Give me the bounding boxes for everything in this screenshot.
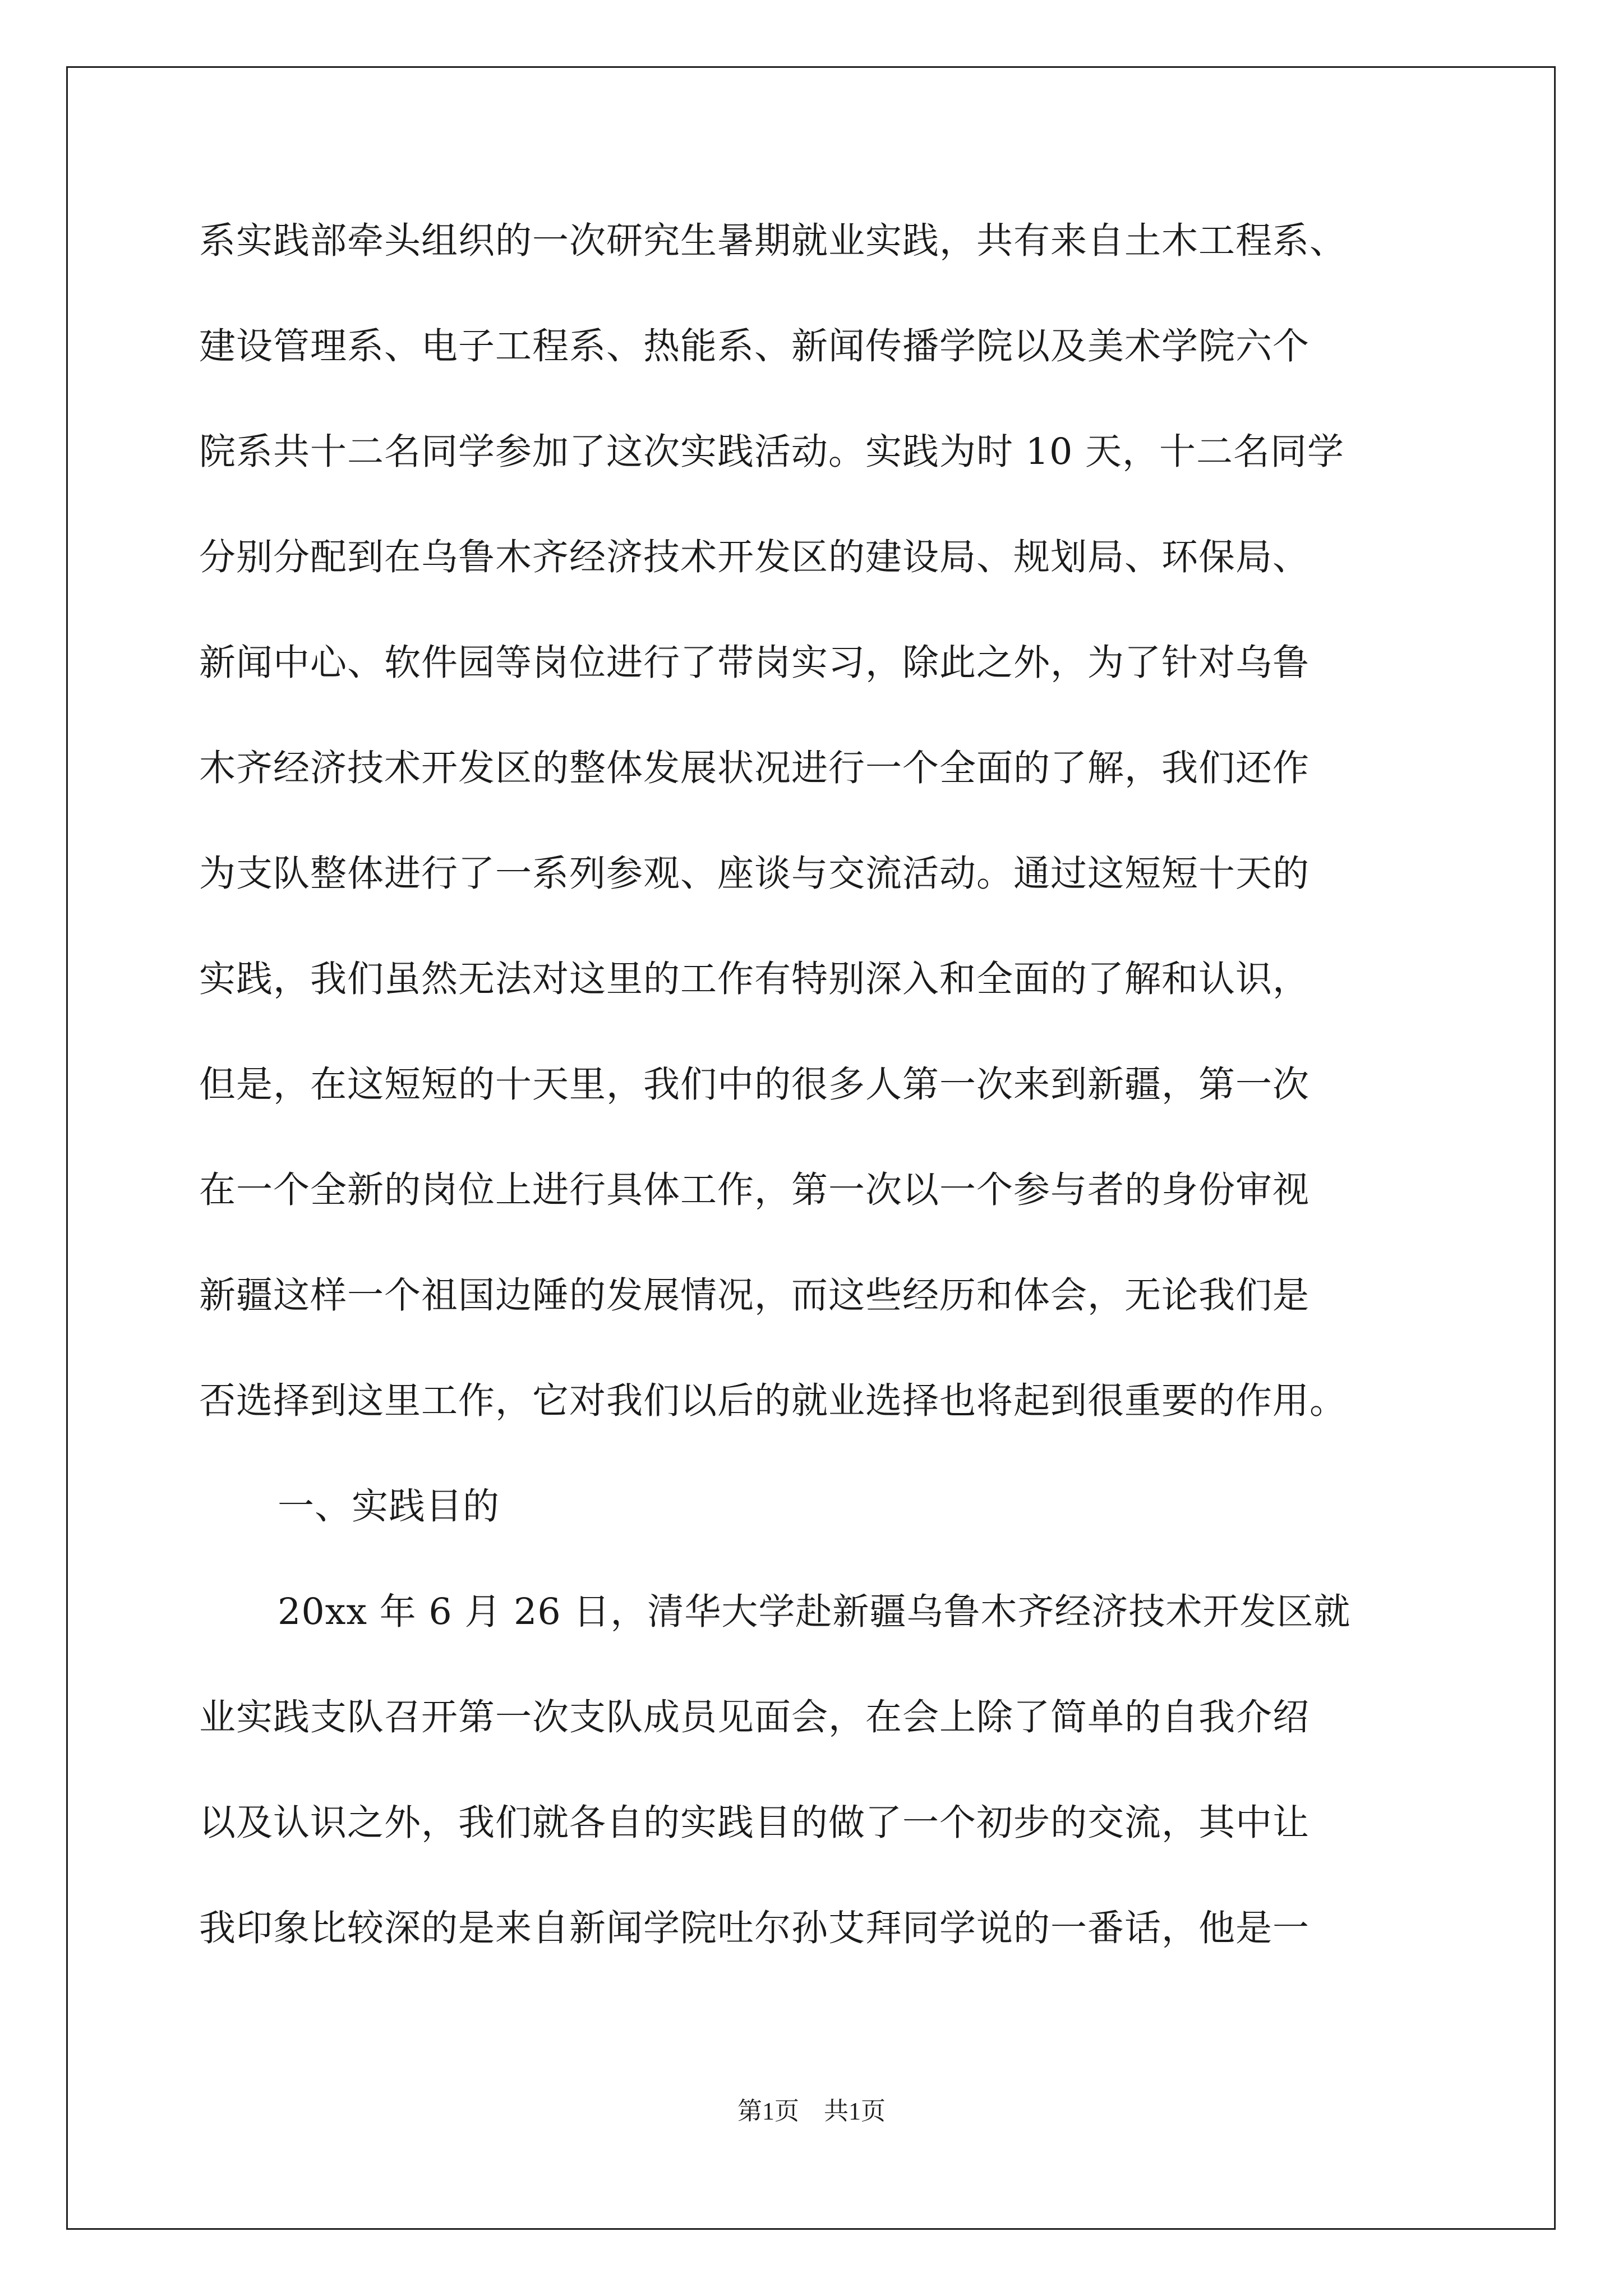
page-number: 第1页: [737, 2097, 799, 2125]
page-footer: [0, 2095, 1623, 2128]
text-line: 院系共十二名同学参加了这次实践活动。实践为时 10 天，十二名同学: [199, 431, 1345, 473]
text-line: 建设管理系、电子工程系、热能系、新闻传播学院以及美术学院六个: [199, 325, 1310, 367]
text-line: 系实践部牵头组织的一次研究生暑期就业实践，共有来自土木工程系、: [199, 220, 1347, 262]
text-line: 业实践支队召开第一次支队成员见面会，在会上除了简单的自我介绍: [199, 1696, 1310, 1738]
text-line: 新疆这样一个祖国边陲的发展情况，而这些经历和体会，无论我们是: [199, 1274, 1310, 1317]
text-line: 为支队整体进行了一系列参观、座谈与交流活动。通过这短短十天的: [199, 853, 1310, 895]
page-total: 共1页: [824, 2097, 886, 2125]
text-line: 分别分配到在乌鲁木齐经济技术开发区的建设局、规划局、环保局、: [199, 536, 1310, 578]
text-line: 木齐经济技术开发区的整体发展状况进行一个全面的了解，我们还作: [199, 747, 1310, 789]
text-line: 以及认识之外，我们就各自的实践目的做了一个初步的交流，其中让: [199, 1802, 1310, 1844]
text-line: 我印象比较深的是来自新闻学院吐尔孙艾拜同学说的一番话，他是一: [199, 1907, 1310, 1949]
text-line: 实践，我们虽然无法对这里的工作有特别深入和全面的了解和认识，: [199, 958, 1310, 1000]
text-line: 在一个全新的岗位上进行具体工作，第一次以一个参与者的身份审视: [199, 1169, 1310, 1211]
text-line: 新闻中心、软件园等岗位进行了带岗实习，除此之外，为了针对乌鲁: [199, 642, 1310, 684]
text-line: 否选择到这里工作，它对我们以后的就业选择也将起到很重要的作用。: [199, 1380, 1347, 1422]
paragraph-first-line: 20xx 年 6 月 26 日，清华大学赴新疆乌鲁木齐经济技术开发区就: [278, 1591, 1351, 1633]
text-line: 但是，在这短短的十天里，我们中的很多人第一次来到新疆，第一次: [199, 1064, 1310, 1106]
section-heading: 一、实践目的: [278, 1485, 500, 1527]
